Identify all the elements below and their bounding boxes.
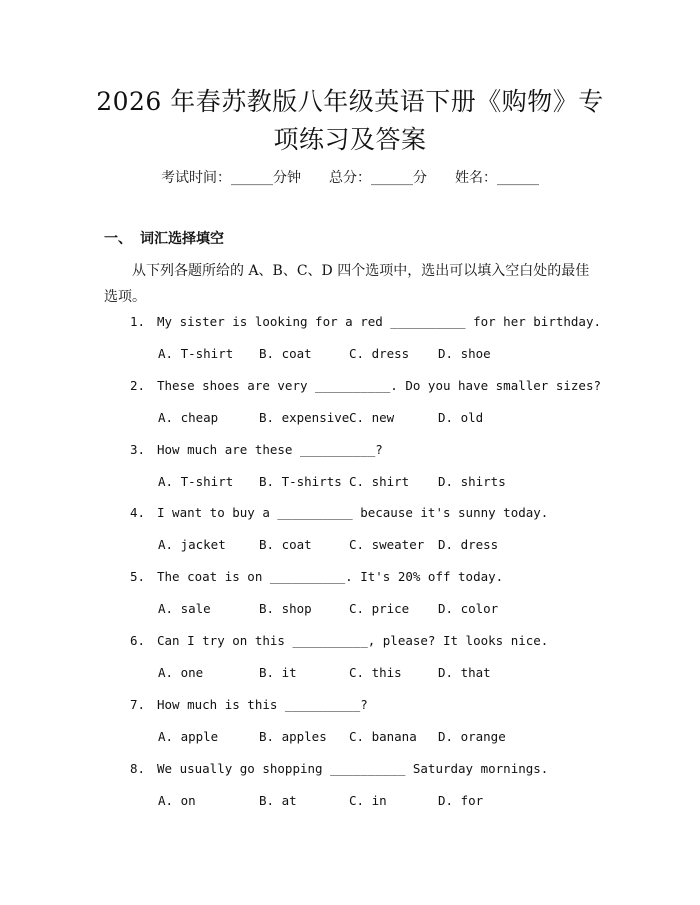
option-a: A. T-shirt — [158, 346, 234, 361]
question-text: These shoes are very __________. Do you have smaller sizes? — [157, 377, 602, 393]
question-number: 3. — [130, 441, 146, 457]
question-text: I want to buy a __________ because it's sunny today. — [157, 505, 549, 521]
option-c: C. price — [349, 601, 410, 617]
option-b: B. expensive — [259, 409, 350, 425]
option-d: D. orange — [438, 728, 506, 744]
option-b: B. coat — [259, 346, 312, 361]
question-number: 7. — [130, 696, 146, 712]
option-c: C. shirt — [349, 473, 410, 489]
section-heading — [104, 228, 224, 248]
option-a: A. one — [158, 665, 204, 680]
document-title-line-1: 2026 年春苏教版八年级英语下册《购物》专 — [96, 87, 604, 116]
option-b: B. T-shirts — [259, 473, 342, 489]
question-3 — [130, 441, 383, 459]
question-5 — [130, 568, 503, 586]
option-d: D. shirts — [438, 473, 506, 489]
option-b: B. apples — [259, 728, 327, 744]
question-text: My sister is looking for a red __________ for her birthday. — [157, 314, 602, 329]
question-7 — [130, 696, 368, 714]
option-c: C. this — [349, 665, 402, 680]
option-c: C. in — [349, 792, 387, 808]
option-d: D. that — [438, 665, 491, 680]
option-d: D. for — [438, 792, 484, 808]
option-d: D. old — [438, 409, 484, 425]
question-6 — [130, 632, 548, 650]
section-number: 一、 — [104, 231, 132, 247]
option-a: A. sale — [158, 601, 211, 617]
exam-info-line — [0, 167, 700, 189]
section-instruction: 从下列各题所给的 A、B、C、D 四个选项中，选出可以填入空白处的最佳选项。 — [104, 263, 590, 305]
option-c: C. new — [349, 409, 395, 425]
question-2 — [130, 377, 601, 395]
question-text: Can I try on this __________, please? It looks nice. — [157, 633, 549, 648]
option-d: D. color — [438, 601, 499, 617]
option-b: B. shop — [259, 601, 312, 617]
option-b: B. it — [259, 665, 297, 680]
question-number: 6. — [130, 633, 146, 648]
question-text: We usually go shopping __________ Saturday mornings. — [157, 760, 549, 776]
option-b: B. coat — [259, 537, 312, 553]
option-a: A. cheap — [158, 409, 219, 425]
option-d: D. shoe — [438, 346, 491, 361]
option-b: B. at — [259, 792, 297, 808]
question-4 — [130, 504, 548, 522]
question-text: How much are these __________? — [157, 441, 383, 457]
option-c: C. banana — [349, 728, 417, 744]
question-1 — [130, 313, 601, 331]
option-a: A. T-shirt — [158, 473, 234, 489]
question-number: 4. — [130, 505, 146, 521]
total-score-field: 总分：______分 — [329, 170, 427, 186]
question-text: How much is this __________? — [157, 696, 368, 712]
student-name-field: 姓名：______ — [455, 170, 539, 186]
option-c: C. dress — [349, 346, 410, 361]
option-a: A. apple — [158, 728, 219, 744]
question-number: 2. — [130, 377, 146, 393]
option-a: A. jacket — [158, 537, 226, 553]
option-a: A. on — [158, 792, 196, 808]
section-title: 词汇选择填空 — [140, 231, 224, 247]
question-number: 8. — [130, 760, 146, 776]
exam-time-field: 考试时间：______分钟 — [161, 170, 301, 186]
question-number: 5. — [130, 569, 146, 585]
question-number: 1. — [130, 314, 146, 329]
option-c: C. sweater — [349, 537, 425, 553]
document-title-line-2: 项练习及答案 — [273, 125, 427, 154]
question-8 — [130, 760, 548, 778]
question-text: The coat is on __________. It's 20% off today. — [157, 569, 504, 585]
option-d: D. dress — [438, 537, 499, 553]
